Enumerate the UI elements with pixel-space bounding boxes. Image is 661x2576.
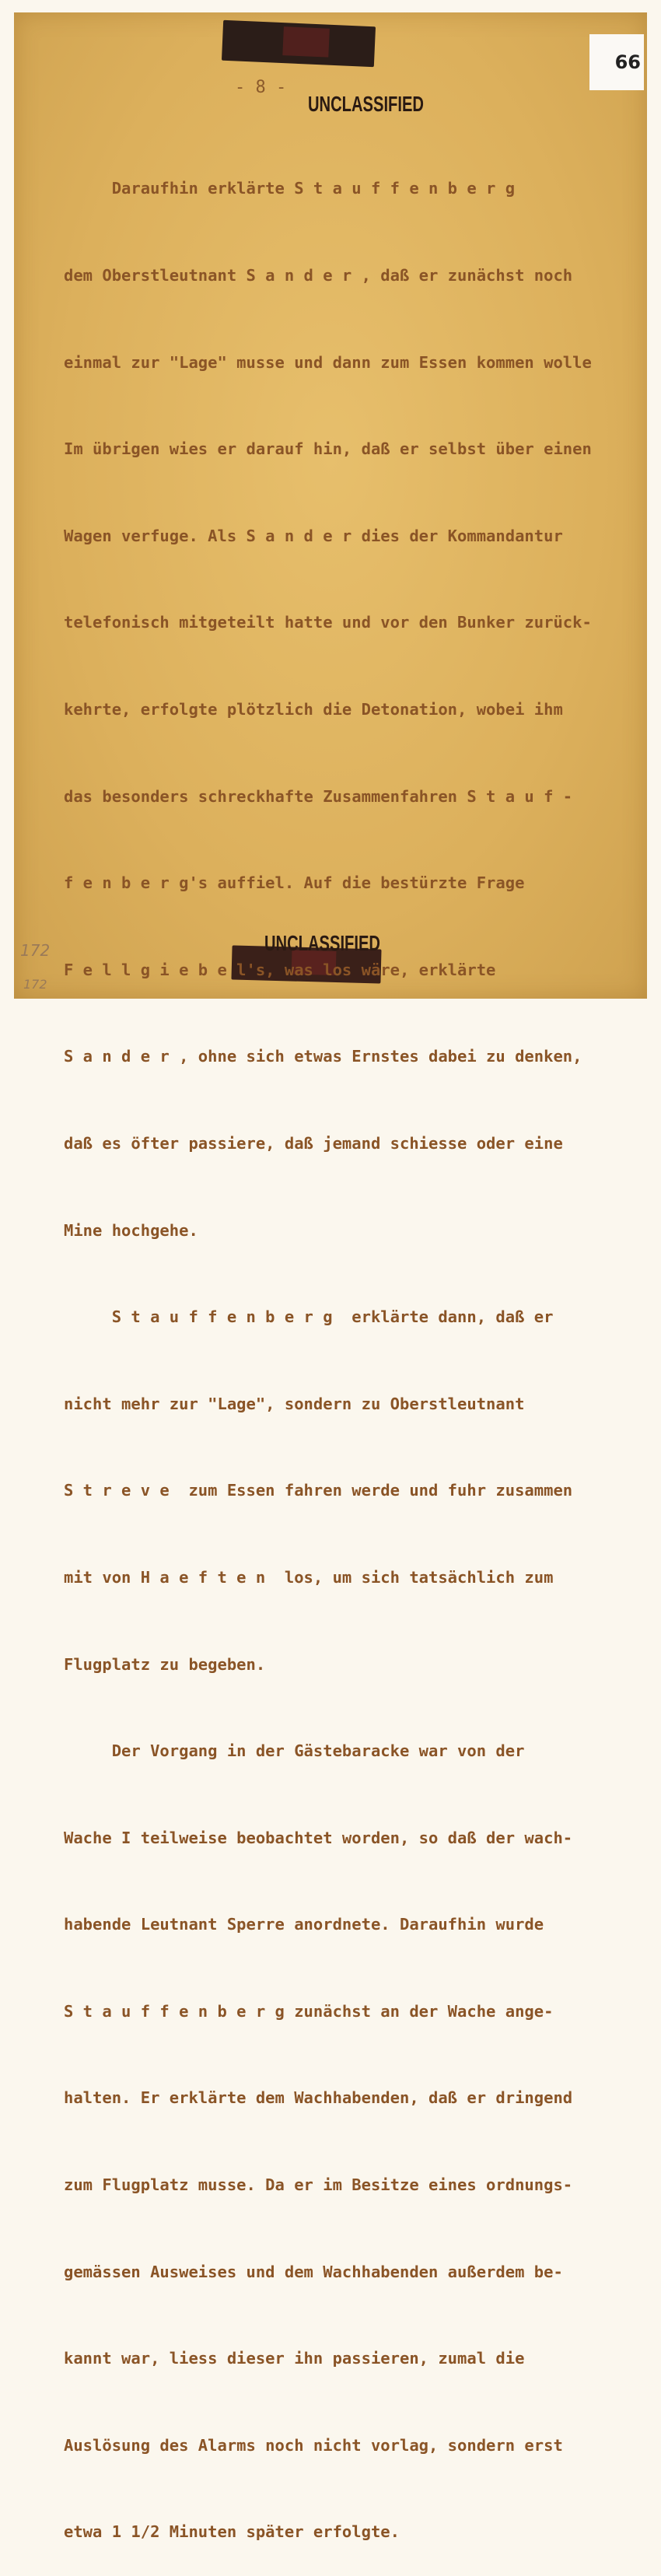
text-line: kannt war, liess dieser ihn passieren, zumal die [64, 2349, 525, 2368]
text-line: S t a u f f e n b e r g erklärte dann, daß er [64, 1307, 554, 1327]
page-number: - 8 - [235, 78, 287, 97]
text-line: zum Flugplatz musse. Da er im Besitze eines ordnungs- [64, 2175, 573, 2195]
text-line: S t r e v e zum Essen fahren werde und fuhr zusammen [64, 1481, 573, 1500]
typed-body-text [64, 117, 655, 2576]
text-line: halten. Er erklärte dem Wachhabenden, daß er dringend [64, 2088, 573, 2108]
text-line: Wagen verfuge. Als S a n d e r dies der Kommandantur [64, 526, 563, 545]
margin-note-handwritten: 172 [23, 977, 47, 992]
classification-stamp-top: UNCLASSIFIED [308, 92, 424, 116]
text-line: etwa 1 1/2 Minuten später erfolgte. [64, 2522, 400, 2542]
text-line: Der Vorgang in der Gästebaracke war von der [64, 1741, 525, 1761]
text-line: daß es öfter passiere, daß jemand schiesse oder eine [64, 1133, 563, 1153]
text-line: Mine hochgehe. [64, 1220, 198, 1240]
text-line: Im übrigen wies er darauf hin, daß er selbst über einen [64, 439, 592, 459]
text-line: F e l l g i e b e l's, was los wäre, erklärte [64, 960, 496, 979]
margin-note-handwritten: 172 [20, 941, 51, 960]
text-line: nicht mehr zur "Lage", sondern zu Oberstleutnant [64, 1394, 525, 1413]
text-line: Wache I teilweise beobachtet worden, so daß der wach- [64, 1828, 573, 1847]
classification-stamp-bottom: UNCLASSIFIED [264, 931, 380, 955]
text-line: Daraufhin erklärte S t a u f f e n b e r g [64, 179, 516, 198]
text-line: f e n b e r g's auffiel. Auf die bestürzte Frage [64, 873, 525, 893]
redaction-bar-top [222, 20, 376, 67]
text-line: telefonisch mitgeteilt hatte und vor den Bunker zurück- [64, 613, 592, 632]
text-line: gemässen Ausweises und dem Wachhabenden außerdem be- [64, 2262, 563, 2281]
text-line: das besonders schreckhafte Zusammenfahren S t a u f - [64, 786, 573, 806]
page-tab: 66 [589, 34, 644, 90]
text-line: mit von H a e f t e n los, um sich tatsächlich zum [64, 1567, 554, 1587]
text-line: kehrte, erfolgte plötzlich die Detonation, wobei ihm [64, 699, 563, 719]
text-line: dem Oberstleutnant S a n d e r , daß er zunächst noch [64, 266, 573, 285]
text-line: S t a u f f e n b e r g zunächst an der Wache ange- [64, 2001, 554, 2021]
text-line: einmal zur "Lage" musse und dann zum Essen kommen wolle [64, 352, 592, 372]
text-line: S a n d e r , ohne sich etwas Ernstes dabei zu denken, [64, 1047, 582, 1066]
text-line: Flugplatz zu begeben. [64, 1654, 266, 1674]
text-line: habende Leutnant Sperre anordnete. Daraufhin wurde [64, 1915, 544, 1934]
text-line: Auslösung des Alarms noch nicht vorlag, sondern erst [64, 2435, 563, 2455]
